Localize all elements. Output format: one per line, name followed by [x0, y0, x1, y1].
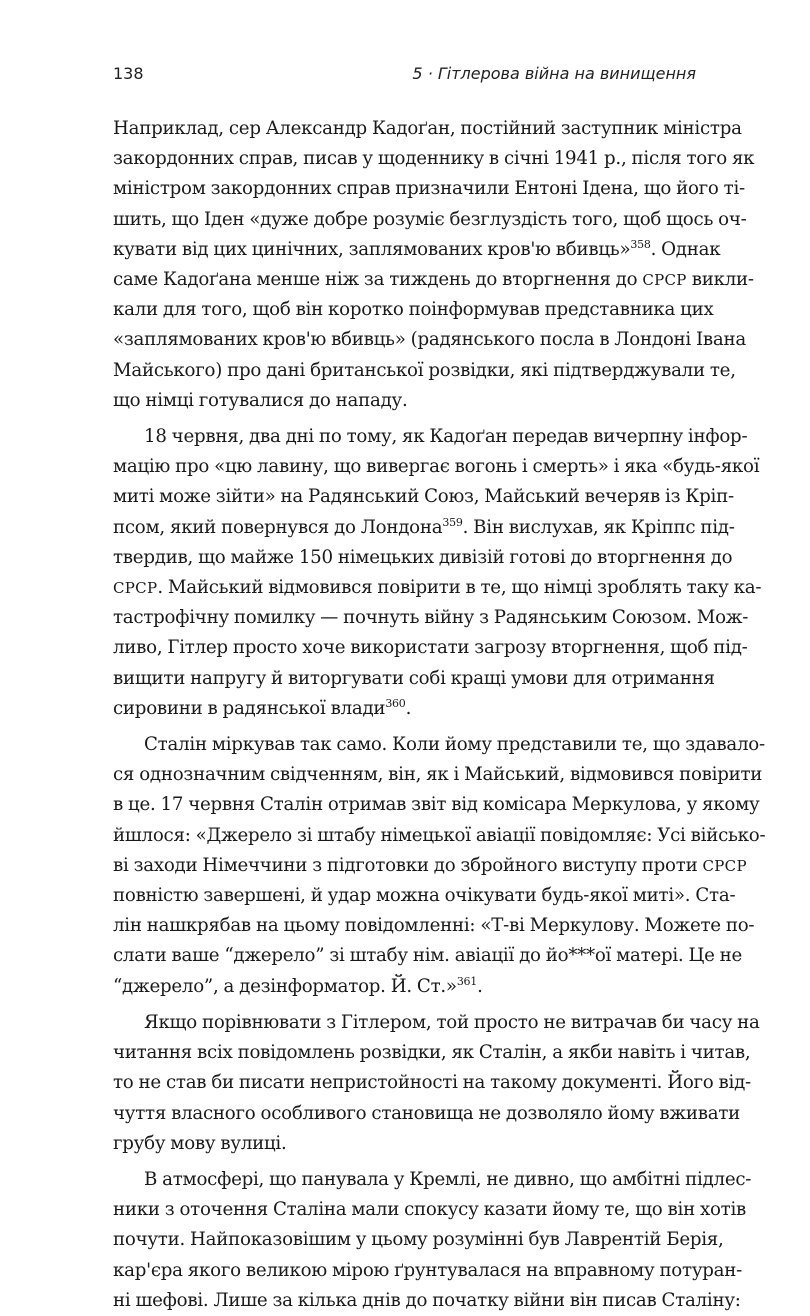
text-line: [113, 235, 721, 265]
paragraph-4: [113, 1008, 760, 1159]
text-line: 18 червня, два дні по тому, як Кадоґан передав вичерпну інфор-: [144, 426, 748, 448]
text-line: кар'єра якого великою мірою ґрунтувалася на вправному потуран-: [113, 1259, 743, 1281]
text-line: слати ваше “джерело” зі штабу нім. авіації до йо***ої матері. Це не: [113, 945, 743, 967]
footnote-ref-358: 358: [630, 237, 651, 251]
chapter-title: 5 · Гітлерова війна на винищення: [412, 64, 696, 83]
text-line: повністю завершені, й удар можна очікувати будь-якої миті». Ста-: [113, 885, 736, 907]
text-span: сировини в радянської влади: [113, 697, 386, 719]
text-line: ся однозначним свідченням, він, як і Майський, відмовився повірити: [113, 764, 763, 786]
body-text: [113, 114, 766, 1316]
paragraph-3: [113, 730, 766, 1002]
text-line: Наприклад, сер Александр Кадоґан, постійний заступник міністра: [113, 118, 742, 139]
text-span: . Однак: [650, 238, 721, 260]
text-line: вищити напругу й виторгувати собі кращі умови для отримання: [113, 667, 715, 689]
text-line: то не став би писати непристойності на такому документі. Його від-: [113, 1072, 751, 1094]
text-line: міністром закордонних справ призначили Ентоні Ідена, що його ті-: [113, 178, 745, 200]
abbr-sssr: СРСР: [113, 579, 158, 598]
text-line: миті може зійти» на Радянський Союз, Майський вечеряв із Кріп-: [113, 486, 734, 508]
text-line: [113, 265, 754, 295]
text-span: псом, який повернувся до Лондона: [113, 516, 443, 538]
text-line: лін нашкрябав на цьому повідомленні: «Т-ві Меркулову. Можете по-: [113, 915, 755, 937]
text-line: що німці готувалися до нападу.: [113, 389, 408, 411]
text-span: кувати від цих цинічних, заплямованих кров'ю вбивць»: [113, 238, 631, 260]
footnote-ref-360: 360: [385, 696, 406, 710]
text-line: ливо, Гітлер просто хоче використати загрозу вторгнення, щоб під-: [113, 637, 748, 659]
text-span: викли-: [686, 269, 754, 291]
text-line: чуття власного особливого становища не дозволяло йому вживати: [113, 1102, 741, 1124]
text-line: ники з оточення Сталіна мали спокусу казати йому те, що він хотів: [113, 1199, 747, 1221]
footnote-ref-359: 359: [442, 515, 463, 529]
text-span: ві заходи Німеччини з підготовки до збройного виступу проти: [113, 854, 698, 876]
text-line: грубу мову вулиці.: [113, 1132, 287, 1154]
paragraph-1: [113, 114, 755, 416]
text-line: закордонних справ, писав у щоденнику в січні 1941 р., після того як: [113, 148, 755, 170]
text-line: Якщо порівнювати з Гітлером, той просто не витрачав би часу на: [144, 1011, 760, 1033]
text-line: твердив, що майже 150 німецьких дивізій готові до вторгнення до: [113, 546, 733, 568]
text-line: Майського) про дані британської розвідки, які підтверджували те,: [113, 359, 736, 381]
page-number: 138: [113, 64, 144, 83]
paragraph-2: [113, 422, 762, 724]
text-span: саме Кадоґана менше ніж за тиждень до вторгнення до: [113, 269, 638, 291]
text-line: [113, 851, 747, 881]
text-span: . Майський відмовився повірити в те, що німці зроблять таку ка-: [157, 577, 762, 599]
text-span: . Він вислухав, як Кріппс під-: [462, 516, 735, 538]
text-line: [113, 972, 696, 1002]
text-line: ні шефові. Лише за кілька днів до початку війни він писав Сталіну:: [113, 1289, 741, 1311]
text-line: в це. 17 червня Сталін отримав звіт від комісара Меркулова, у якому: [113, 794, 760, 816]
text-span: .: [405, 697, 412, 719]
text-line: Сталін міркував так само. Коли йому представили те, що здавало-: [144, 734, 765, 756]
text-line: шить, що Іден «дуже добре розуміє безглуздість того, щоб щось оч-: [113, 208, 747, 230]
paragraph-5: [113, 1165, 752, 1316]
text-span: “джерело”, а дезінформатор. Й. Ст.»: [113, 975, 457, 997]
running-head: [113, 64, 696, 88]
text-line: мацію про «цю лавину, що вивергає вогонь і смерть» і яка «будь-якої: [113, 456, 760, 478]
text-line: «заплямованих кров'ю вбивць» (радянського посла в Лондоні Івана: [113, 329, 746, 351]
text-line: почути. Найпоказовішим у цьому розумінні був Лаврентій Берія,: [113, 1229, 724, 1251]
text-line: йшлося: «Джерело зі штабу німецької авіації повідомляє: Усі військо-: [113, 824, 766, 846]
text-line: [113, 694, 696, 724]
abbr-sssr: СРСР: [702, 856, 747, 875]
footnote-ref-361: 361: [456, 974, 478, 988]
text-line: В атмосфері, що панувала у Кремлі, не дивно, що амбітні підлес-: [144, 1168, 752, 1190]
text-line: кали для того, щоб він коротко поінформував представника цих: [113, 299, 714, 321]
text-line: тастрофічну помилку — почнуть війну з Радянським Союзом. Мож-: [113, 607, 749, 629]
text-line: [113, 573, 762, 603]
text-line: читання всіх повідомлень розвідки, як Сталін, а якби навіть і читав,: [113, 1042, 751, 1064]
abbr-sssr: СРСР: [642, 271, 687, 290]
text-line: [113, 513, 735, 543]
text-span: .: [477, 975, 483, 997]
